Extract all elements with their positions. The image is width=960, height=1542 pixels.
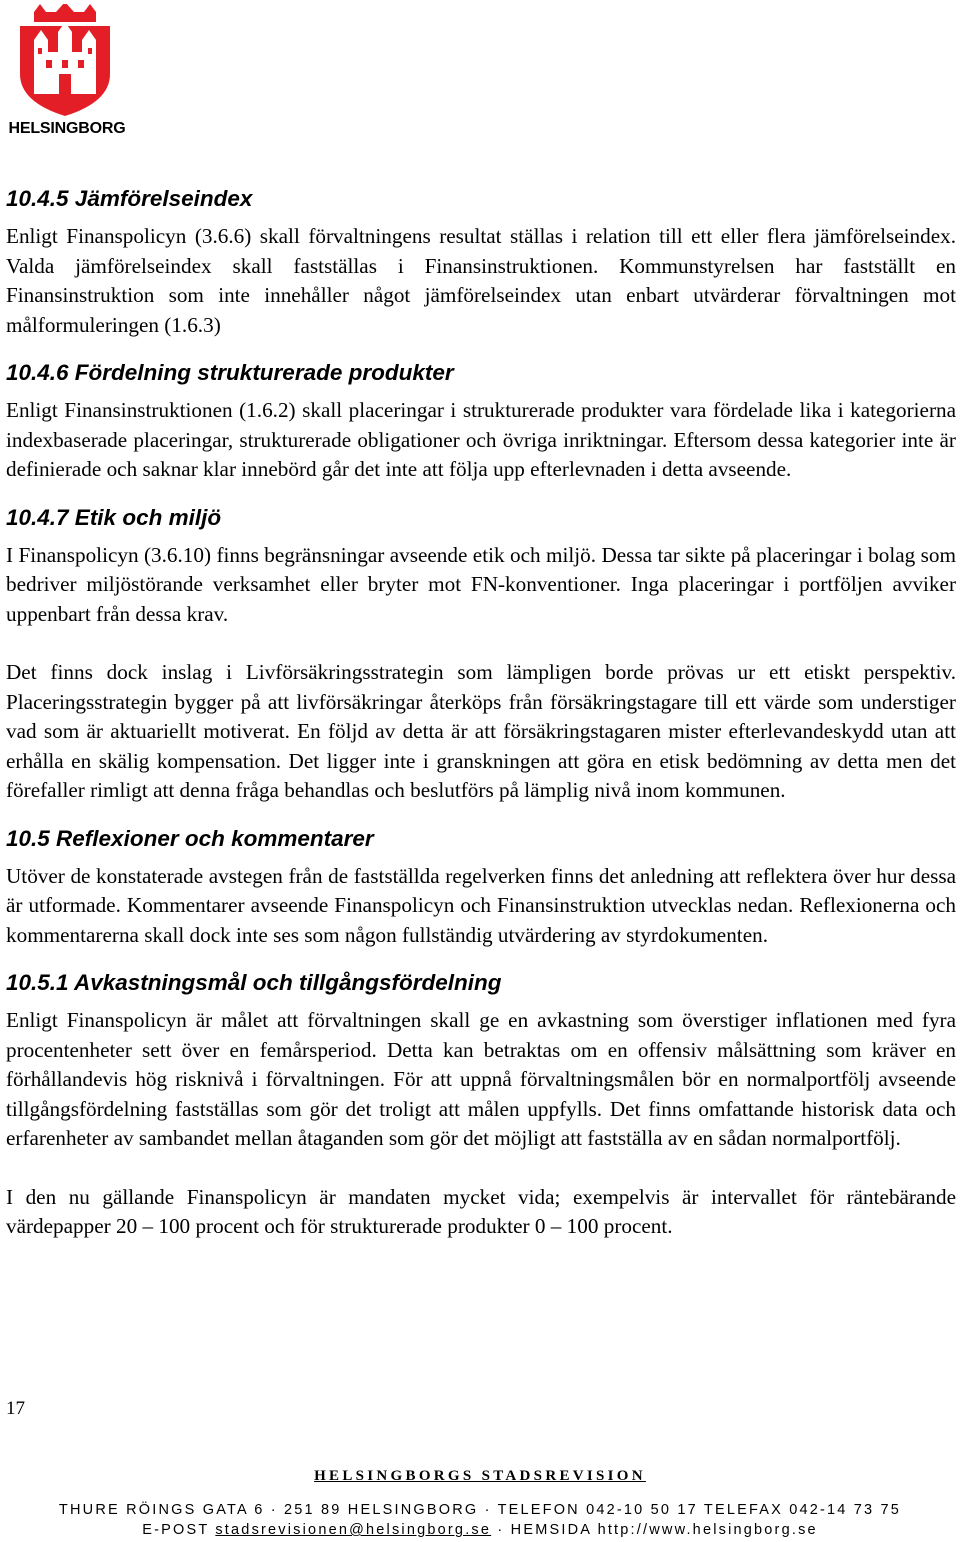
section-paragraph: I Finanspolicyn (3.6.10) finns begränsningar avseende etik och miljö. Dessa tar sikte på placeringar i bolag som bedriver miljöstörande verksamhet eller bryter mot FN-konventioner. Inga placeringar i portföljen avviker uppenbart från dessa krav. (6, 542, 956, 626)
logo-text: HELSINGBORG (8, 120, 126, 137)
footer-contact (0, 1522, 960, 1538)
footer-title (0, 1468, 960, 1485)
section-etik-miljo (6, 503, 956, 806)
section-heading: 10.4.6 Fördelning strukturerade produkter (6, 360, 454, 385)
section-fordelning (6, 358, 956, 485)
section-jamforelseindex (6, 184, 956, 340)
page-number: 17 (6, 1398, 25, 1419)
section-heading: 10.5.1 Avkastningsmål och tillgångsfördelning (6, 970, 502, 995)
email-link[interactable]: stadsrevisionen@helsingborg.se (215, 1522, 492, 1538)
section-heading: 10.4.7 Etik och miljö (6, 504, 222, 530)
document-body (6, 184, 956, 1260)
section-heading: 10.4.5 Jämförelseindex (6, 186, 253, 211)
footer-title-text: HELSINGBORGS STADSREVISION (314, 1468, 646, 1484)
footer-address: THURE RÖINGS GATA 6 · 251 89 HELSINGBORG · TELEFON 042-10 50 17 TELEFAX 042-14 73 75 (58, 1502, 902, 1518)
section-paragraph: I den nu gällande Finanspolicyn är mandaten mycket vida; exempelvis är intervallet för räntebärande värdepapper 20 – 100 procent och för strukturerade produkter 0 – 100 procent. (6, 1184, 956, 1238)
section-avkastningsmal (6, 968, 956, 1242)
coat-of-arms-icon (4, 4, 126, 116)
footer-separator: · (497, 1522, 505, 1538)
email-label: E-POST (142, 1522, 210, 1538)
section-reflexioner (6, 824, 956, 951)
section-paragraph: Enligt Finansinstruktionen (1.6.2) skall placeringar i strukturerade produkter vara fördelade lika i kategorierna indexbaserade placeringar, strukturerade obligationer och övriga inriktningar. Eftersom dessa kategorier inte är definierade och saknar klar innebörd går det inte att följa upp efterlevnaden i detta avseende. (6, 398, 956, 481)
section-heading: 10.5 Reflexioner och kommentarer (6, 825, 374, 851)
section-paragraph: Utöver de konstaterade avstegen från de fastställda regelverken finns det anledning att reflektera över hur dessa är utformade. Kommentarer avseende Finanspolicyn och Finansinstruktion utvecklas nedan. Reflexionerna och kommentarerna skall dock inte ses som någon fullständig utvärdering av styrdokumenten. (6, 863, 956, 947)
section-paragraph: Enligt Finanspolicyn (3.6.6) skall förvaltningens resultat ställas i relation till ett eller flera jämförelseindex. Valda jämförelseindex skall fastställas i Finansinstruktionen. Kommunstyrelsen har fastställt en Finansinstruktion som inte innehåller något jämförelseindex utan enbart utvärderar förvaltningen mot målformuleringen (1.6.3) (6, 224, 956, 337)
section-paragraph: Det finns dock inslag i Livförsäkringsstrategin som lämpligen borde prövas ur ett etiskt perspektiv. Placeringsstrategin bygger på att livförsäkringar återköps från försäkringstagare till ett värde som understiger vad som är aktuariellt motiverat. En följd av detta är att försäkringstagaren mister efterlevandeskydd utan att erhålla en skälig kompensation. Det ligger inte i granskningen att göra en etisk bedömning av detta men det förefaller rimligt att denna fråga behandlas och beslutförs på lämplig nivå inom kommunen. (6, 660, 956, 802)
web-label: HEMSIDA (510, 1522, 592, 1538)
web-link[interactable]: http://www.helsingborg.se (597, 1522, 818, 1538)
helsingborg-logo (4, 4, 126, 136)
section-paragraph: Enligt Finanspolicyn är målet att förvaltningen skall ge en avkastning som överstiger inflationen med fyra procentenheter sett över en femårsperiod. Detta kan betraktas om en offensiv målsättning som kräver en förhållandevis hög risknivå i förvaltningen. För att uppnå förvaltningsmålen bör en normalportfölj avseende tillgångsfördelning fastställas som gör det troligt att målen uppfylls. Det finns omfattande historisk data och erfarenheter av sambandet mellan åtaganden som gör det möjligt att fastställa av en sådan normalportfölj. (6, 1008, 956, 1150)
